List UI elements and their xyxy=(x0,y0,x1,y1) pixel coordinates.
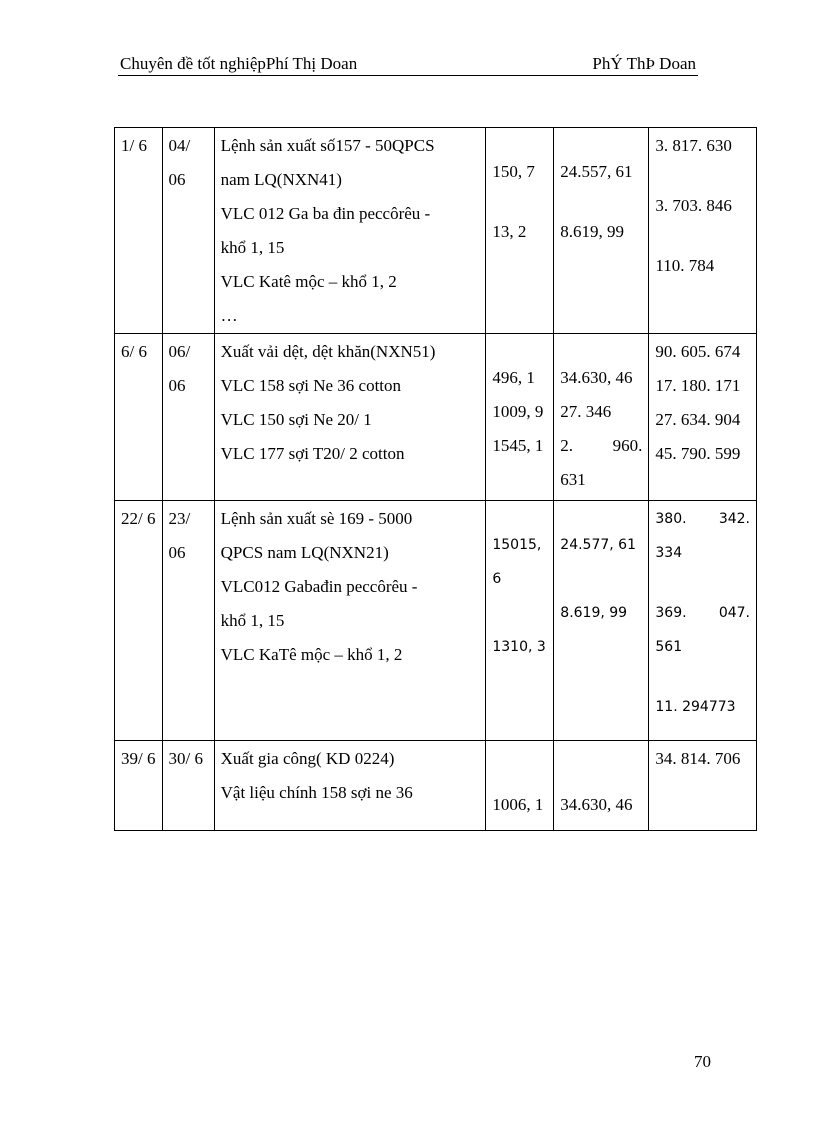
quantity-line: 6 xyxy=(492,571,502,587)
date-cell xyxy=(162,501,214,741)
description-line: VLC012 Gabađin peccôrêu - xyxy=(220,577,418,596)
amount-line: 3. 703. 846 xyxy=(655,196,732,215)
voucher-number-cell xyxy=(115,501,163,741)
amount-cell xyxy=(649,128,757,334)
quantity-line: 496, 1 xyxy=(492,368,535,387)
date-cell xyxy=(162,741,214,831)
quantity-line: 1006, 1 xyxy=(492,795,544,814)
unit-price-line: 34.630, 46 xyxy=(560,795,633,814)
amount-part: 047. xyxy=(718,605,750,621)
quantity-cell xyxy=(486,741,554,831)
quantity-line: 13, 2 xyxy=(492,222,527,241)
amount-part: 380. xyxy=(655,511,687,527)
table-row xyxy=(115,128,757,334)
description-cell xyxy=(214,501,486,741)
unit-price-line: 34.630, 46 xyxy=(560,368,633,387)
header-title-left: Chuyên đề tốt nghiệpPhí Thị Doan xyxy=(120,54,358,73)
amount-line: 110. 784 xyxy=(655,256,715,275)
unit-price-cell xyxy=(554,501,649,741)
amount-line: 90. 605. 674 xyxy=(655,342,741,361)
amount-line: 11. 294773 xyxy=(655,699,736,715)
quantity-cell xyxy=(486,501,554,741)
unit-price-line: 24.577, 61 xyxy=(560,537,636,553)
description-line: Lệnh sản xuất sè 169 - 5000 xyxy=(220,509,413,528)
amount-line xyxy=(655,502,750,536)
amount-line: 561 xyxy=(655,639,683,655)
date-cell xyxy=(162,128,214,334)
amount-line: 45. 790. 599 xyxy=(655,444,741,463)
description-line: Lệnh sản xuất số157 - 50QPCS xyxy=(220,136,435,155)
amount-cell xyxy=(649,741,757,831)
unit-price-cell xyxy=(554,128,649,334)
unit-price-part: 960. xyxy=(612,436,643,455)
table-row xyxy=(115,334,757,501)
materials-ledger-table xyxy=(114,127,757,831)
header-rule xyxy=(118,75,698,76)
description-line: khổ 1, 15 xyxy=(220,611,285,630)
date-line: 06/ xyxy=(168,342,191,361)
unit-price-part: 2. xyxy=(560,436,574,455)
quantity-line: 1310, 3 xyxy=(492,639,546,655)
amount-line: 34. 814. 706 xyxy=(655,749,741,768)
amount-part: 342. xyxy=(718,511,750,527)
description-line: VLC 177 sợi T20/ 2 cotton xyxy=(220,444,405,463)
amount-line: 3. 817. 630 xyxy=(655,136,732,155)
description-cell xyxy=(214,741,486,831)
date-cell xyxy=(162,334,214,501)
amount-cell xyxy=(649,501,757,741)
unit-price-line: 8.619, 99 xyxy=(560,605,628,621)
amount-cell xyxy=(649,334,757,501)
voucher-number-cell xyxy=(115,741,163,831)
amount-line xyxy=(655,596,750,630)
table-row xyxy=(115,501,757,741)
date-line: 06 xyxy=(168,376,186,395)
amount-line: 17. 180. 171 xyxy=(655,376,741,395)
description-line: VLC Katê mộc – khổ 1, 2 xyxy=(220,272,397,291)
description-line: nam LQ(NXN41) xyxy=(220,170,342,189)
description-cell xyxy=(214,334,486,501)
description-line: Xuất gia công( KD 0224) xyxy=(220,749,395,768)
description-line: VLC 150 sợi Ne 20/ 1 xyxy=(220,410,372,429)
description-line: QPCS nam LQ(NXN21) xyxy=(220,543,389,562)
unit-price-line: 8.619, 99 xyxy=(560,222,625,241)
quantity-line: 15015, xyxy=(492,537,542,553)
amount-line: 27. 634. 904 xyxy=(655,410,741,429)
quantity-line: 150, 7 xyxy=(492,162,535,181)
description-line: VLC KaTê mộc – khổ 1, 2 xyxy=(220,645,403,664)
voucher-number-cell xyxy=(115,128,163,334)
voucher-number: 39/ 6 xyxy=(121,749,156,768)
page-number: 70 xyxy=(694,1052,711,1071)
amount-part: 369. xyxy=(655,605,687,621)
voucher-number: 6/ 6 xyxy=(121,342,147,361)
date-line: 06 xyxy=(168,543,186,562)
date-line: 23/ xyxy=(168,509,191,528)
unit-price-line: 27. 346 xyxy=(560,402,612,421)
unit-price-line: 24.557, 61 xyxy=(560,162,633,181)
quantity-cell xyxy=(486,128,554,334)
description-line: VLC 158 sợi Ne 36 cotton xyxy=(220,376,402,395)
quantity-cell xyxy=(486,334,554,501)
description-line: VLC 012 Ga ba đin peccôrêu - xyxy=(220,204,431,223)
date-line: 06 xyxy=(168,170,186,189)
date-line: 30/ 6 xyxy=(168,749,204,768)
unit-price-line: 631 xyxy=(560,470,586,489)
description-line: … xyxy=(220,306,238,325)
description-line: Vật liệu chính 158 sợi ne 36 xyxy=(220,783,413,802)
voucher-number: 1/ 6 xyxy=(121,136,147,155)
description-line: khổ 1, 15 xyxy=(220,238,285,257)
header-author-right: PhÝ ThÞ Doan xyxy=(592,54,696,73)
voucher-number-cell xyxy=(115,334,163,501)
date-line: 04/ xyxy=(168,136,191,155)
description-line: Xuất vải dệt, dệt khăn(NXN51) xyxy=(220,342,436,361)
quantity-line: 1009, 9 xyxy=(492,402,544,421)
unit-price-line xyxy=(560,429,642,463)
unit-price-cell xyxy=(554,741,649,831)
unit-price-cell xyxy=(554,334,649,501)
quantity-line: 1545, 1 xyxy=(492,436,544,455)
description-cell xyxy=(214,128,486,334)
amount-line: 334 xyxy=(655,545,683,561)
voucher-number: 22/ 6 xyxy=(121,509,156,528)
table-row xyxy=(115,741,757,831)
